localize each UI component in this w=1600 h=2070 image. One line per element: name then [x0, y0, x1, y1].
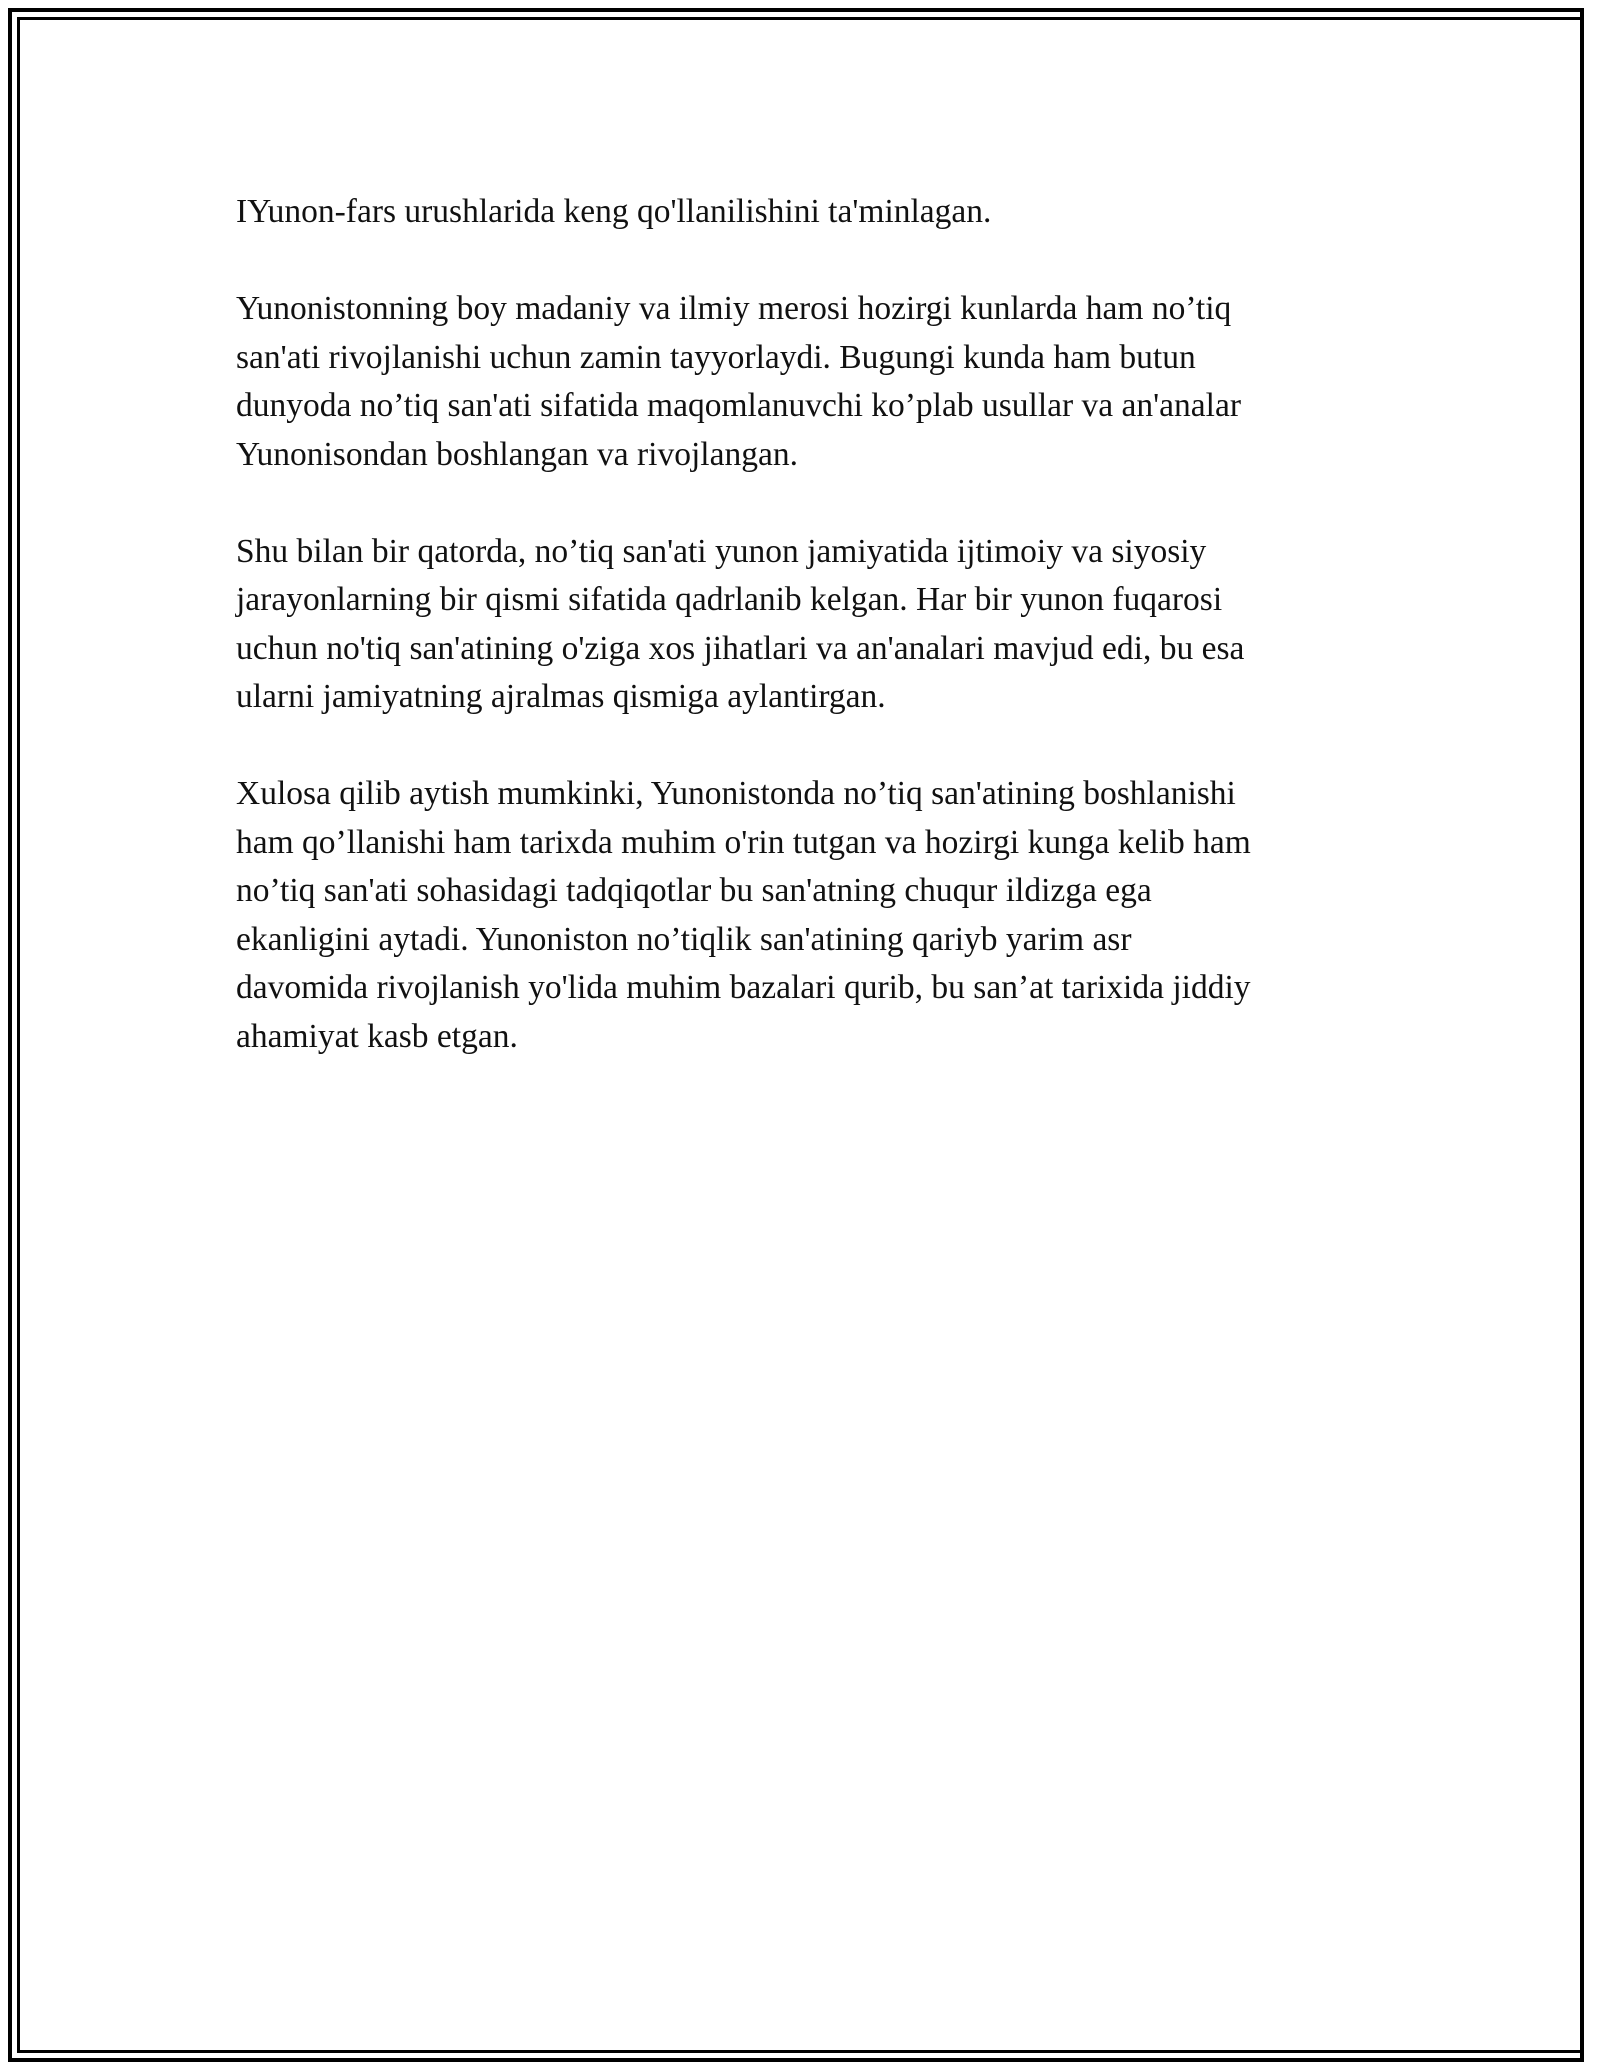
text-line: san'ati rivojlanishi uchun zamin tayyorlaydi. Bugungi kunda ham butun: [236, 338, 1196, 376]
text-line: ularni jamiyatning ajralmas qismiga aylantirgan.: [236, 678, 886, 715]
text-line: dunyoda no’tiq san'ati sifatida maqomlanuvchi ko’plab usullar va an'analar: [236, 387, 1241, 424]
text-line: ahamiyat kasb etgan.: [236, 1017, 518, 1055]
document-body: [236, 188, 1366, 1110]
text-line: ham qo’llanishi ham tarixda muhim o'rin tutgan va hozirgi kunga kelib ham: [236, 823, 1251, 861]
text-line: uchun no'tiq san'atining o'ziga xos jihatlari va an'analari mavjud edi, bu esa: [236, 629, 1245, 667]
text-line: Shu bilan bir qatorda, no’tiq san'ati yunon jamiyatida ijtimoiy va siyosiy: [236, 532, 1207, 570]
paragraph-4: [236, 770, 1366, 1061]
text-line: Xulosa qilib aytish mumkinki, Yunonistonda no’tiq san'atining boshlanishi: [236, 775, 1236, 812]
text-line: Yunonistonning boy madaniy va ilmiy merosi hozirgi kunlarda ham no’tiq: [236, 290, 1232, 327]
paragraph-1: [236, 188, 1366, 237]
paragraph-2: [236, 285, 1366, 479]
paragraph-3: [236, 528, 1366, 722]
text-line: davomida rivojlanish yo'lida muhim bazalari qurib, bu san’at tarixida jiddiy: [236, 969, 1251, 1006]
text-line: IYunon-fars urushlarida keng qo'llanilishini ta'minlagan.: [236, 193, 992, 230]
text-line: jarayonlarning bir qismi sifatida qadrlanib kelgan. Har bir yunon fuqarosi: [236, 581, 1223, 618]
text-line: Yunonisondan boshlangan va rivojlangan.: [236, 435, 798, 473]
text-line: ekanligini aytadi. Yunoniston no’tiqlik san'atining qariyb yarim asr: [236, 920, 1132, 958]
text-line: no’tiq san'ati sohasidagi tadqiqotlar bu san'atning chuqur ildizga ega: [236, 872, 1152, 909]
